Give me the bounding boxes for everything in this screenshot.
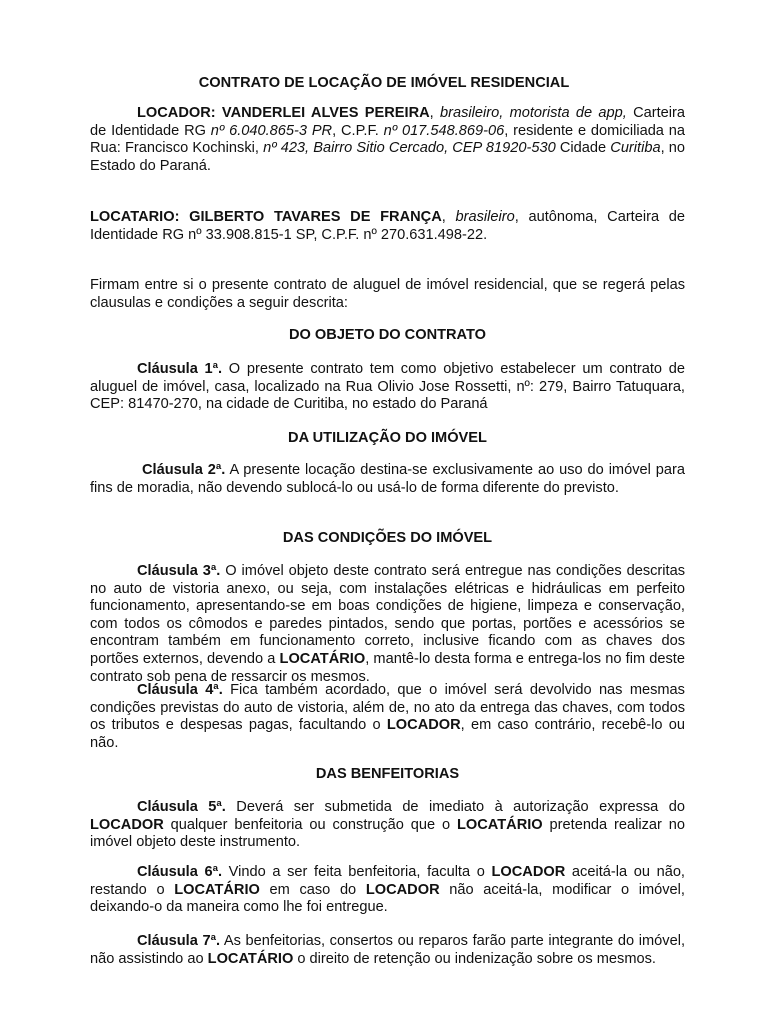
clause-3-text: O imóvel objeto deste contrato será entregue nas condições descritas no auto de vistoria anexo, ou seja, com instalações elétricas e hidráulicas em perfeito funcionamento, apresentando-se em boas condições de higiene, limpeza e conservação, com todos os cômodos e paredes pintados, sendo que portas, portões e acessórios se encontram também em funcionamento correto, inclusive ficando com as chaves dos portões externos, devendo a xyxy=(90,563,685,667)
clause-4-locador: LOCADOR xyxy=(386,717,461,734)
clause-5-text: Deverá ser submetida de imediato à autorização expressa do xyxy=(225,799,685,815)
section-heading-utilizacao: DA UTILIZAÇÃO DO IMÓVEL xyxy=(288,430,487,446)
locador-text: Carteira de Identidade RG xyxy=(90,105,686,139)
locador-cpf: nº 017.548.869-06 xyxy=(383,122,505,139)
locador-text: , residente e domiciliada na Rua: Francisco Kochinski xyxy=(90,122,685,157)
clause-6 xyxy=(90,864,685,917)
clause-1-text: O presente contrato tem como objetivo estabelecer um contrato de aluguel de imóvel, casa, localizado na Rua Olivio Jose Rossetti, nº: 279, Bairro Tatuquara, CEP: 81470-270, na cidade de Curitiba, no estado do Paraná xyxy=(90,361,685,413)
clause-6-text: Vindo a ser feita benfeitoria, faculta o xyxy=(222,864,492,880)
locador-city: Curitiba xyxy=(610,140,661,157)
intro-paragraph: Firmam entre si o presente contrato de aluguel de imóvel residencial, que se regerá pelas clausulas e condições a seguir descrita: xyxy=(90,277,685,311)
clause-7-label: Cláusula 7ª. xyxy=(137,933,221,949)
clause-6-text: em caso do xyxy=(259,881,366,898)
locador-text: , xyxy=(429,105,441,121)
locatario-nationality: brasileiro xyxy=(455,209,515,225)
clause-3 xyxy=(90,563,685,686)
clause-5-locatario: LOCATÁRIO xyxy=(457,816,543,833)
clause-6-locador: LOCADOR xyxy=(365,881,440,898)
clause-4 xyxy=(90,682,685,752)
clause-4-text: Fica também acordado, que o imóvel será devolvido nas mesmas condições previstas do auto de vistoria, além de, no ato da entrega das chaves, com todos os tributos e despesas pagas, facultando o xyxy=(90,682,685,734)
locador-label: LOCADOR: VANDERLEI ALVES PEREIRA xyxy=(137,105,430,121)
locatario-text: , xyxy=(441,209,456,225)
locador-rg: nº 6.040.865-3 PR xyxy=(210,122,333,139)
clause-4-text: , em caso contrário, recebê-lo ou não. xyxy=(90,717,685,751)
locador-text: , no Estado do Paraná. xyxy=(90,140,686,174)
locador-address: nº 423, Bairro Sitio Cercado, CEP 81920-530 xyxy=(263,140,556,157)
clause-2-text: A presente locação destina-se exclusivamente ao uso do imóvel para fins de moradia, não devendo sublocá-lo ou usá-lo de forma diferente do previsto. xyxy=(90,462,685,496)
clause-5-text: pretenda realizar no imóvel objeto deste instrumento. xyxy=(90,816,686,851)
clause-6-text: aceitá-la ou não, restando o xyxy=(90,864,685,898)
clause-6-locador: LOCADOR xyxy=(491,864,566,880)
clause-3-locatario: LOCATÁRIO xyxy=(279,650,366,667)
clause-1 xyxy=(90,361,685,414)
clause-3-label: Cláusula 3ª. xyxy=(137,563,221,579)
section-heading-condicoes: DAS CONDIÇÕES DO IMÓVEL xyxy=(282,530,493,546)
locatario-paragraph xyxy=(90,209,685,244)
clause-3-text: , mantê-lo desta forma e entrega-los no fim deste contrato sob pena de ressarcir os mesmos. xyxy=(90,650,685,685)
clause-5-label: Cláusula 5ª. xyxy=(137,799,226,815)
clause-6-locatario: LOCATÁRIO xyxy=(174,881,260,898)
locador-text: Cidade xyxy=(555,140,611,157)
locador-paragraph xyxy=(90,105,685,175)
locador-text: , xyxy=(254,140,264,157)
section-heading-objeto: DO OBJETO DO CONTRATO xyxy=(288,327,487,343)
locatario-text: , autônoma, Carteira de Identidade RG nº 33.908.815-1 SP, C.P.F. nº 270.631.498-22. xyxy=(90,209,685,243)
clause-2 xyxy=(90,462,685,497)
clause-5-locador: LOCADOR xyxy=(90,816,164,833)
locatario-label: LOCATARIO: GILBERTO TAVARES DE FRANÇA xyxy=(90,209,442,225)
clause-6-text: não aceitá-la, modificar o imóvel, deixando-o da maneira como lhe foi entregue. xyxy=(90,881,685,916)
clause-4-label: Cláusula 4ª. xyxy=(137,682,223,698)
clause-7-text: As benfeitorias, consertos ou reparos farão parte integrante do imóvel, não assistindo ao xyxy=(90,933,685,967)
clause-6-label: Cláusula 6ª. xyxy=(137,864,223,880)
locador-nationality: brasileiro, motorista de app, xyxy=(440,105,627,121)
clause-2-label: Cláusula 2ª. xyxy=(142,462,226,478)
document-title: CONTRATO DE LOCAÇÃO DE IMÓVEL RESIDENCIAL xyxy=(198,75,570,91)
clause-7-text: o direito de retenção ou indenização sobre os mesmos. xyxy=(293,950,656,967)
clause-7 xyxy=(90,933,685,968)
clause-1-label: Cláusula 1ª. xyxy=(137,361,223,377)
clause-5 xyxy=(90,799,685,852)
clause-7-locatario: LOCATÁRIO xyxy=(207,950,294,967)
clause-5-text: qualquer benfeitoria ou construção que o xyxy=(163,816,457,833)
section-heading-benfeitorias: DAS BENFEITORIAS xyxy=(315,766,460,782)
locador-text: , C.P.F. xyxy=(332,122,384,139)
